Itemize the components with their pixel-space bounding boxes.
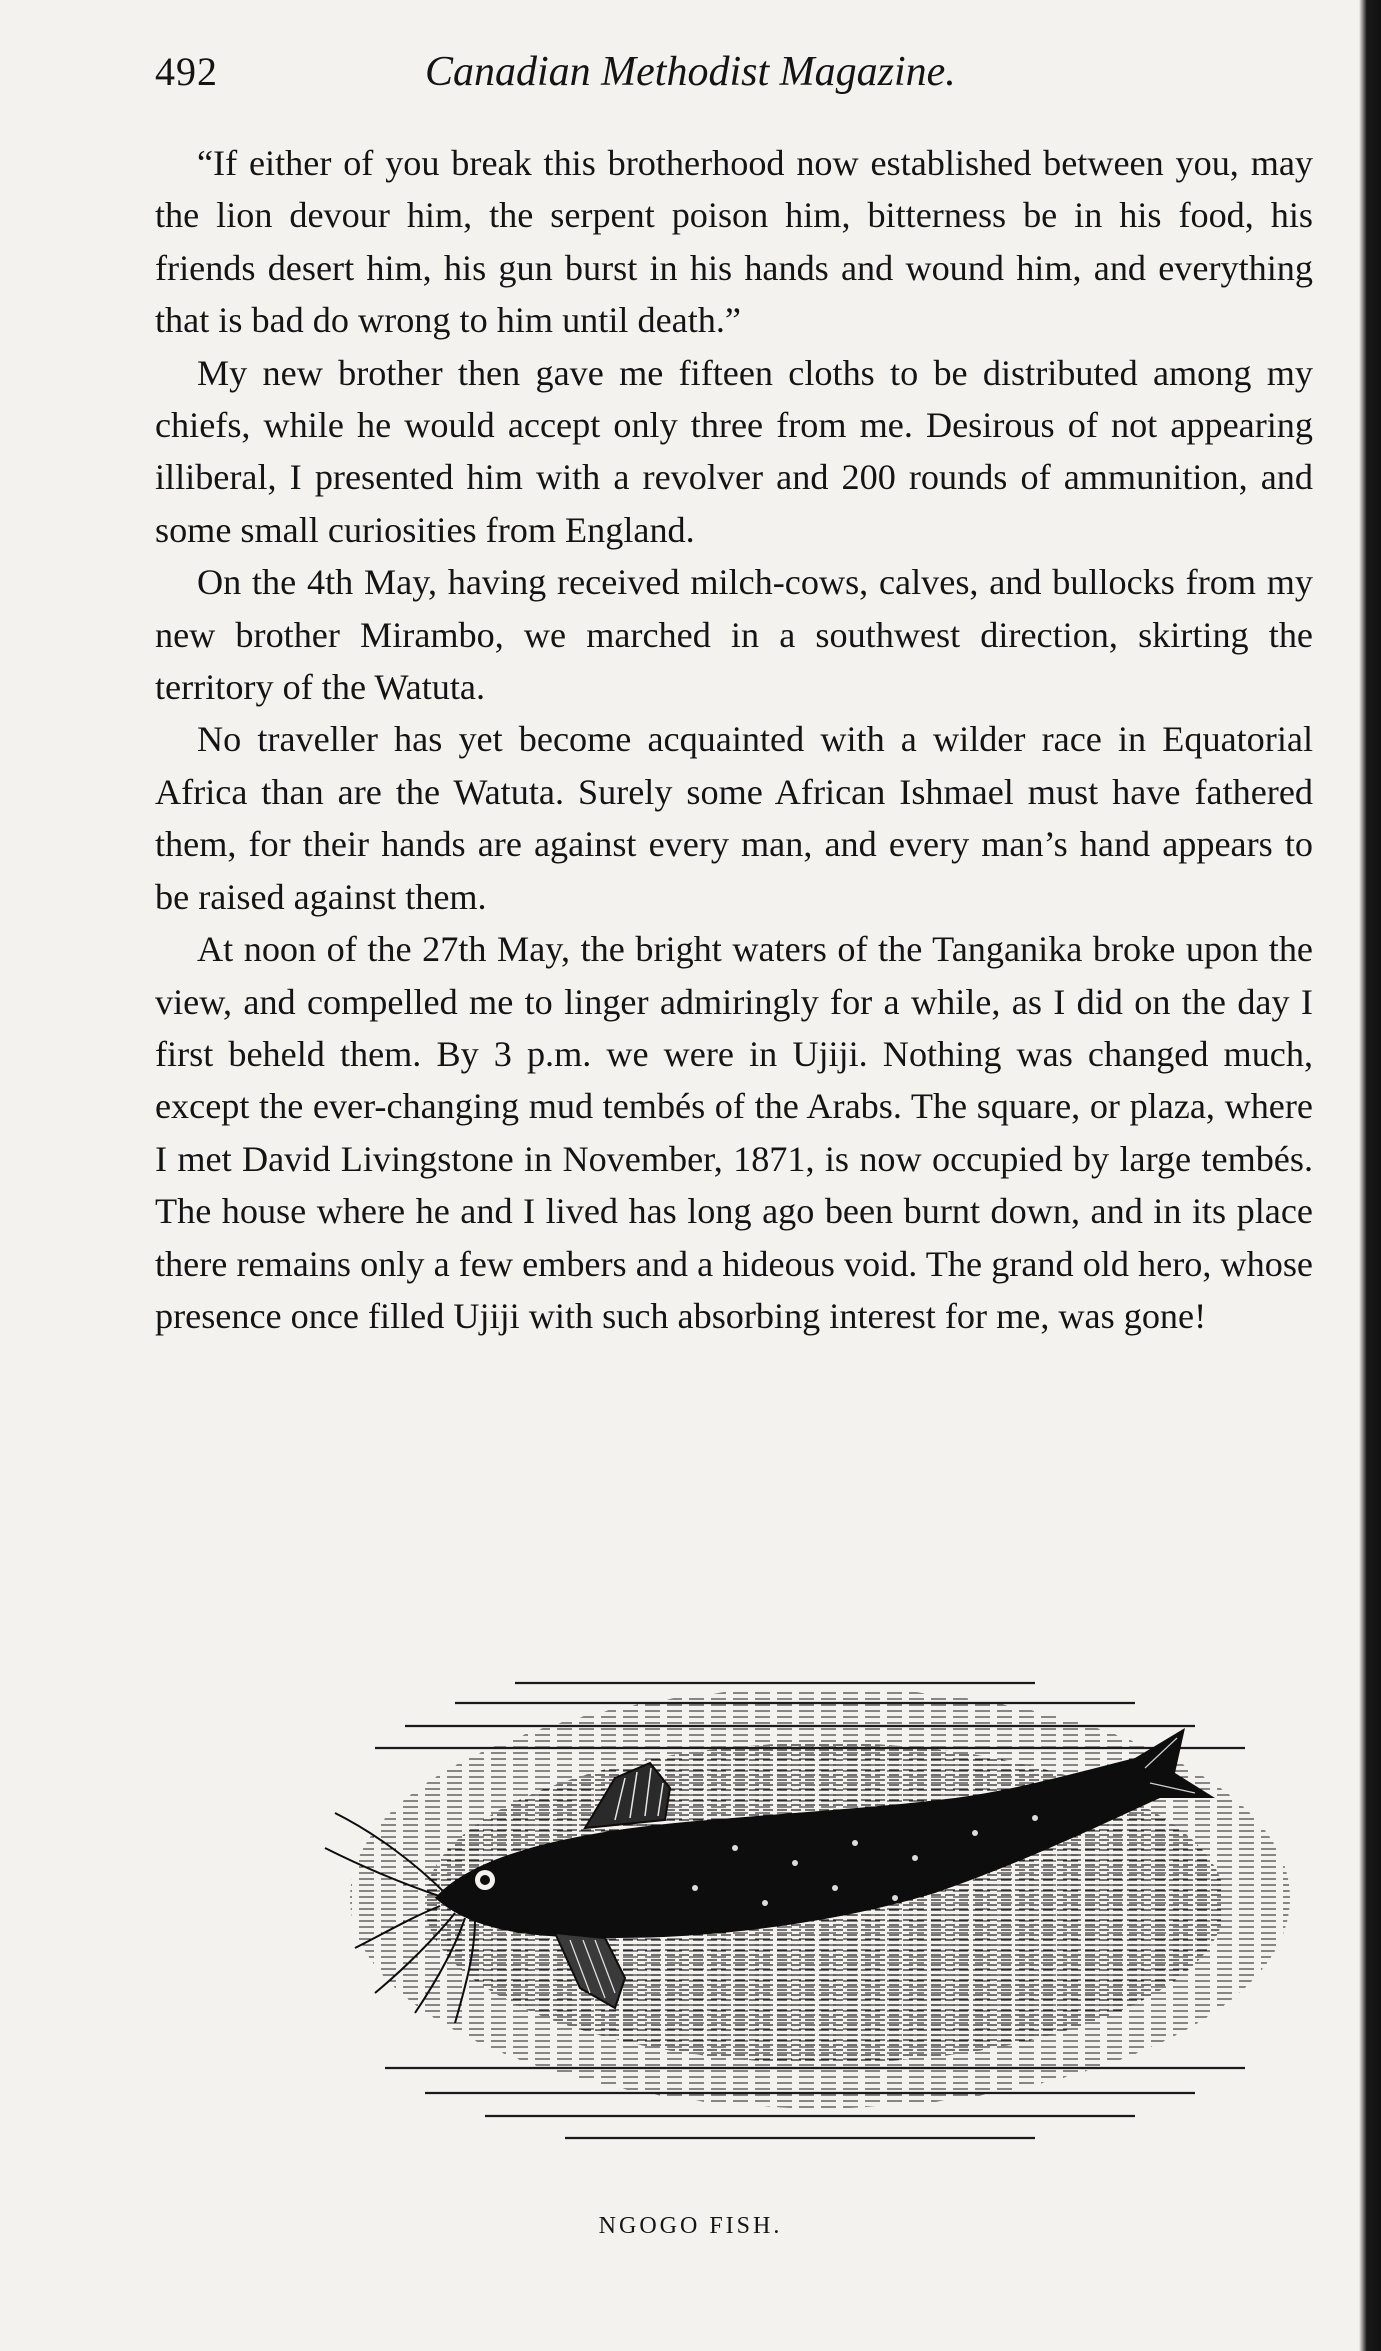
body-text (155, 137, 1313, 1342)
figure-caption: NGOGO FISH. (598, 2213, 783, 2239)
paragraph-march: On the 4th May, having received milch-cows, calves, and bullocks from my new brother Mirambo, we marched in a southwest direction, skirting the territory of the Watuta. (155, 562, 1313, 708)
paragraph-oath: “If either of you break this brotherhood now established between you, may the lion devour him, the serpent poison him, bitterness be in his food, his friends desert him, his gun burst in his hands and wound him, and everything that is bad do wrong to him until death.” (155, 143, 1313, 341)
page-header (155, 48, 1305, 108)
fish-engraving (315, 1648, 1325, 2168)
paragraph-ujiji: At noon of the 27th May, the bright waters of the Tanganika broke upon the view, and compelled me to linger admiringly for a while, as I did on the day I first beheld them. By 3 p.m. we were in Ujiji. Nothing was changed much, except the ever-changing mud tembés of the Arabs. The square, or plaza, where I met David Livingstone in November, 1871, is now occupied by large tembés. The house where he and I lived has long ago been burnt down, and in its place there remains only a few embers and a hideous void. The grand old hero, whose presence once filled Ujiji with such absorbing interest for me, was gone! (155, 929, 1313, 1336)
page-edge-shadow (1359, 0, 1381, 2351)
ngogo-fish-illustration (315, 1648, 1325, 2168)
page-number: 492 (155, 49, 218, 94)
paragraph-gifts: My new brother then gave me fifteen cloths to be distributed among my chiefs, while he would accept only three from me. Desirous of not appearing illiberal, I presented him with a revolver and 200 rounds of ammunition, and some small curiosities from England. (155, 352, 1313, 550)
paragraph-watuta: No traveller has yet become acquainted with a wilder race in Equatorial Africa than are the Watuta. Surely some African Ishmael must have fathered them, for their hands are against every man, and every man’s hand appears to be raised against them. (155, 719, 1313, 917)
running-title: Canadian Methodist Magazine. (425, 49, 956, 95)
